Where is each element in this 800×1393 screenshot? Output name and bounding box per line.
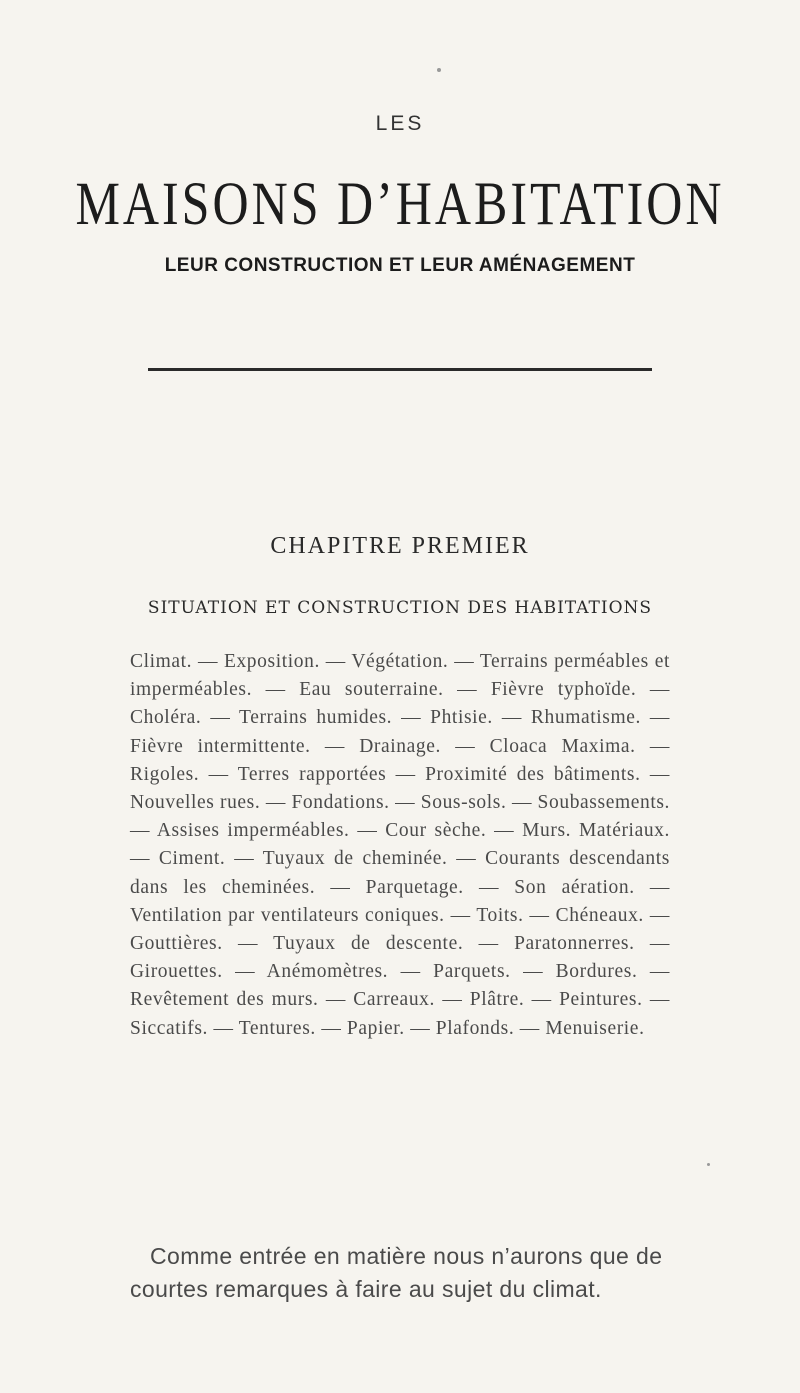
speck-mark — [437, 68, 441, 72]
chapter-heading: CHAPITRE PREMIER — [270, 533, 530, 559]
book-subtitle: LEUR CONSTRUCTION ET LEUR AMÉNAGEMENT — [164, 255, 636, 276]
chapter-summary: Climat. — Exposition. — Végétation. — Terrains perméables et imperméables. — Eau souterraine. — Fièvre typhoïde. — Choléra. — Terrains humides. — Phtisie. — Rhumatisme. — Fièvre intermittente. — Drainage. — Cloaca Maxima. — Rigoles. — Terres rapportées — Proximité des bâtiments. — Nouvelles rues. — Fondations. — Sous-sols. — Soubassements. — Assises imperméables. — Cour sèche. — Murs. Matériaux. — Ciment. — Tuyaux de cheminée. — Courants descendants dans les cheminées. — Parquetage. — Son aération. — Ventilation par ventilateurs coniques. — Toits. — Chéneaux. — Gouttières. — Tuyaux de descente. — Paratonnerres. — Girouettes. — Anémomètres. — Parquets. — Bordures. — Revêtement des murs. — Carreaux. — Plâtre. — Peintures. — Siccatifs. — Tentures. — Papier. — Plafonds. — Menuiserie. — [130, 651, 670, 1039]
body-paragraph: Comme entrée en matière nous n’aurons que de courtes remarques à faire au sujet du climat. — [130, 1243, 663, 1302]
speck-mark — [707, 1163, 710, 1166]
book-title: MAISONS D’HABITATION — [75, 169, 725, 238]
chapter-subheading: SITUATION ET CONSTRUCTION DES HABITATIONS — [147, 598, 653, 618]
pre-title: LES — [375, 112, 425, 135]
title-rule — [148, 368, 652, 371]
